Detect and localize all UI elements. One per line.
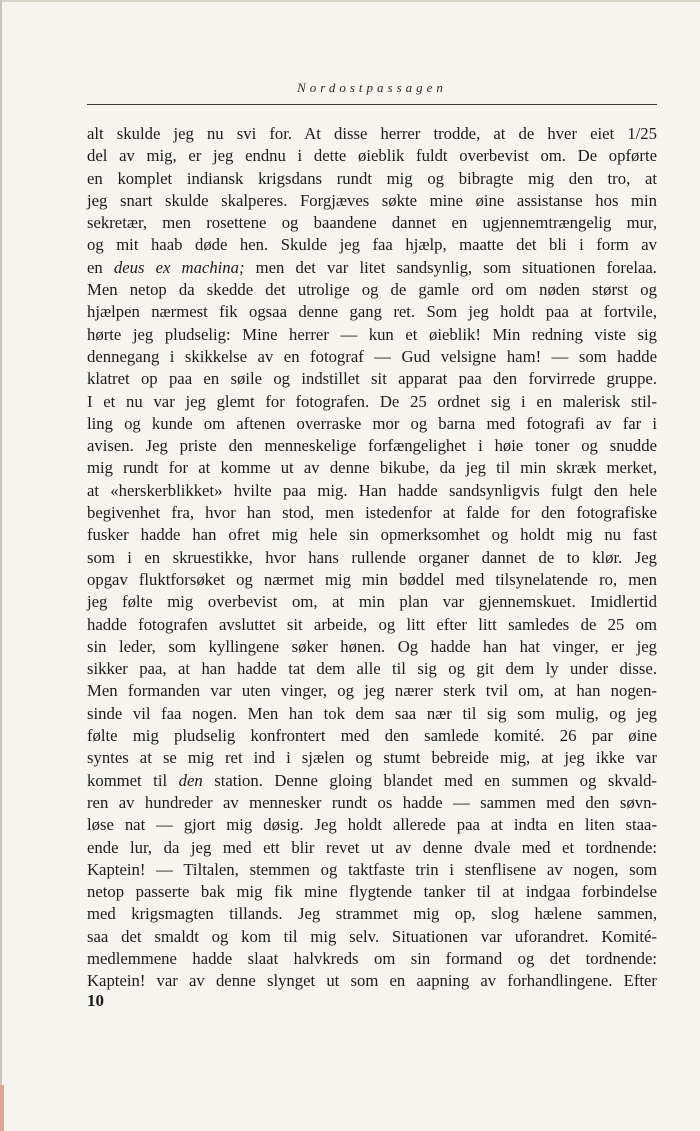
text-line <box>87 747 657 769</box>
text-line <box>87 168 657 190</box>
text-line <box>87 970 657 992</box>
header-rule <box>87 104 657 105</box>
text-segment: følte mig pludselig konfrontert med den samlede komité. 26 par øine <box>87 726 657 746</box>
text-segment: hørte jeg pludselig: Mine herrer — kun et øieblik! Min redning viste sig <box>87 324 657 344</box>
text-segment: fusker hadde han ofret mig hele sin opmerksomhet og holdt mig nu fast <box>87 525 657 545</box>
text-segment: saa det smaldt og kom til mig selv. Situationen var uforandret. Komité- <box>87 926 657 946</box>
text-segment: Men netop da skedde det utrolige og de gamle ord om nøden størst og <box>87 280 657 300</box>
text-line <box>87 524 657 546</box>
text-line <box>87 614 657 636</box>
text-segment: en komplet indiansk krigsdans rundt mig og bibragte mig den tro, at <box>87 168 657 188</box>
text-segment: begivenhet fra, hvor han stod, men istedenfor at falde for den fotografiske <box>87 503 657 523</box>
text-segment: sekretær, men rosettene og baandene dannet en ugjennemtrængelig mur, <box>87 213 657 233</box>
text-segment: ling og kunde om aftenen overraske mor og barna med fotografi av far i <box>87 413 657 433</box>
text-line <box>87 257 657 279</box>
text-line <box>87 391 657 413</box>
text-line <box>87 725 657 747</box>
text-segment: dennegang i skikkelse av en fotograf — Gud velsigne ham! — som hadde <box>87 346 657 366</box>
page-number: 10 <box>87 991 104 1010</box>
text-line <box>87 770 657 792</box>
text-segment: del av mig, er jeg endnu i dette øieblik fuldt overbevist om. De opførte <box>87 146 657 166</box>
text-segment: mig rundt for at komme ut av denne bikube, da jeg til min skræk merket, <box>87 458 657 478</box>
text-segment: Kaptein! — Tiltalen, stemmen og taktfaste trin i stenflisene av nogen, som <box>87 859 657 879</box>
text-line <box>87 212 657 234</box>
text-line <box>87 368 657 390</box>
text-segment: hadde fotografen avsluttet sit arbeide, og litt efter litt samledes de 25 om <box>87 614 657 634</box>
text-line <box>87 703 657 725</box>
text-segment: hjælpen nærmest fik ogsaa denne gang ret. Som jeg holdt paa at fortvile, <box>87 302 657 322</box>
text-line <box>87 658 657 680</box>
text-segment: jeg snart skulde skalperes. Forgjæves søkte mine øine assistanse hos min <box>87 190 657 210</box>
text-line <box>87 457 657 479</box>
italic-phrase: den <box>178 770 203 790</box>
text-segment: Kaptein! var av denne slynget ut som en aapning av forhandlingene. Efter <box>87 971 657 991</box>
text-line <box>87 837 657 859</box>
text-line <box>87 636 657 658</box>
text-line <box>87 413 657 435</box>
text-segment: at «herskerblikket» hvilte paa mig. Han hadde sandsynligvis fulgt den hele <box>87 480 657 500</box>
body-text <box>87 123 657 993</box>
running-title: Nordostpassagen <box>297 80 447 95</box>
text-segment: som i en skruestikke, hvor hans rullende organer dannet de to klør. Jeg <box>87 547 657 567</box>
text-line <box>87 591 657 613</box>
text-line <box>87 792 657 814</box>
text-line <box>87 346 657 368</box>
text-segment: sinde vil faa nogen. Men han tok dem saa nær til sig som mulig, og jeg <box>87 703 657 723</box>
text-line <box>87 859 657 881</box>
edge-stain <box>0 1085 4 1131</box>
text-segment: station. Denne gloing blandet med en summen og skvald- <box>202 770 657 790</box>
text-segment: sin leder, som kyllingene søker hønen. Og hadde han hat vinger, er jeg <box>87 636 657 656</box>
text-line <box>87 190 657 212</box>
text-line <box>87 881 657 903</box>
text-segment: klatret op paa en søile og indstillet sit apparat paa den forvirrede gruppe. <box>87 369 657 389</box>
text-line <box>87 680 657 702</box>
text-segment: opgav fluktforsøket og nærmet mig min bøddel med tilsynelatende ro, men <box>87 569 657 589</box>
text-line <box>87 547 657 569</box>
text-line <box>87 324 657 346</box>
text-segment: alt skulde jeg nu svi for. At disse herrer trodde, at de hver eiet 1/25 <box>87 124 657 143</box>
text-line <box>87 814 657 836</box>
text-line <box>87 145 657 167</box>
text-segment: netop passerte bak mig fik mine flygtende tanker til at indgaa forbindelse <box>87 882 657 902</box>
text-segment: ende lur, da jeg med ett blir revet ut av denne dvale med et tordnende: <box>87 837 657 857</box>
text-segment: avisen. Jeg priste den menneskelige forfængelighet i høie toner og snudde <box>87 436 657 456</box>
text-line <box>87 480 657 502</box>
text-line <box>87 948 657 970</box>
text-line <box>87 903 657 925</box>
text-segment: sikker paa, at han hadde tat dem alle til sig og git dem ly under disse. <box>87 659 657 679</box>
text-line <box>87 435 657 457</box>
text-segment: løse nat — gjort mig døsig. Jeg holdt allerede paa at indta en liten staa- <box>87 815 657 835</box>
text-segment: med krigsmagten tillands. Jeg strammet mig op, slog hælene sammen, <box>87 904 657 924</box>
italic-phrase: deus ex machina; <box>113 257 245 277</box>
text-line <box>87 123 657 145</box>
text-line <box>87 502 657 524</box>
text-line <box>87 301 657 323</box>
text-segment: jeg følte mig overbevist om, at min plan var gjennemskuet. Imidlertid <box>87 592 657 612</box>
text-line <box>87 234 657 256</box>
text-segment: en <box>87 257 114 277</box>
text-segment: Men formanden var uten vinger, og jeg nærer sterk tvil om, at han nogen- <box>87 681 657 701</box>
text-segment: og mit haab døde hen. Skulde jeg faa hjælp, maatte det bli i form av <box>87 235 657 255</box>
text-segment: medlemmene hadde slaat halvkreds om sin formand og det tordnende: <box>87 948 657 968</box>
text-segment: men det var litet sandsynlig, som situationen forelaa. <box>244 257 657 277</box>
text-segment: ren av hundreder av mennesker rundt os hadde — sammen med den søvn- <box>87 792 657 812</box>
text-segment: I et nu var jeg glemt for fotografen. De 25 ordnet sig i en malerisk stil- <box>87 391 657 411</box>
text-line <box>87 926 657 948</box>
text-line <box>87 569 657 591</box>
text-segment: kommet til <box>87 770 179 790</box>
text-line <box>87 279 657 301</box>
text-segment: syntes at se mig ret ind i sjælen og stumt bebreide mig, at jeg ikke var <box>87 748 657 768</box>
